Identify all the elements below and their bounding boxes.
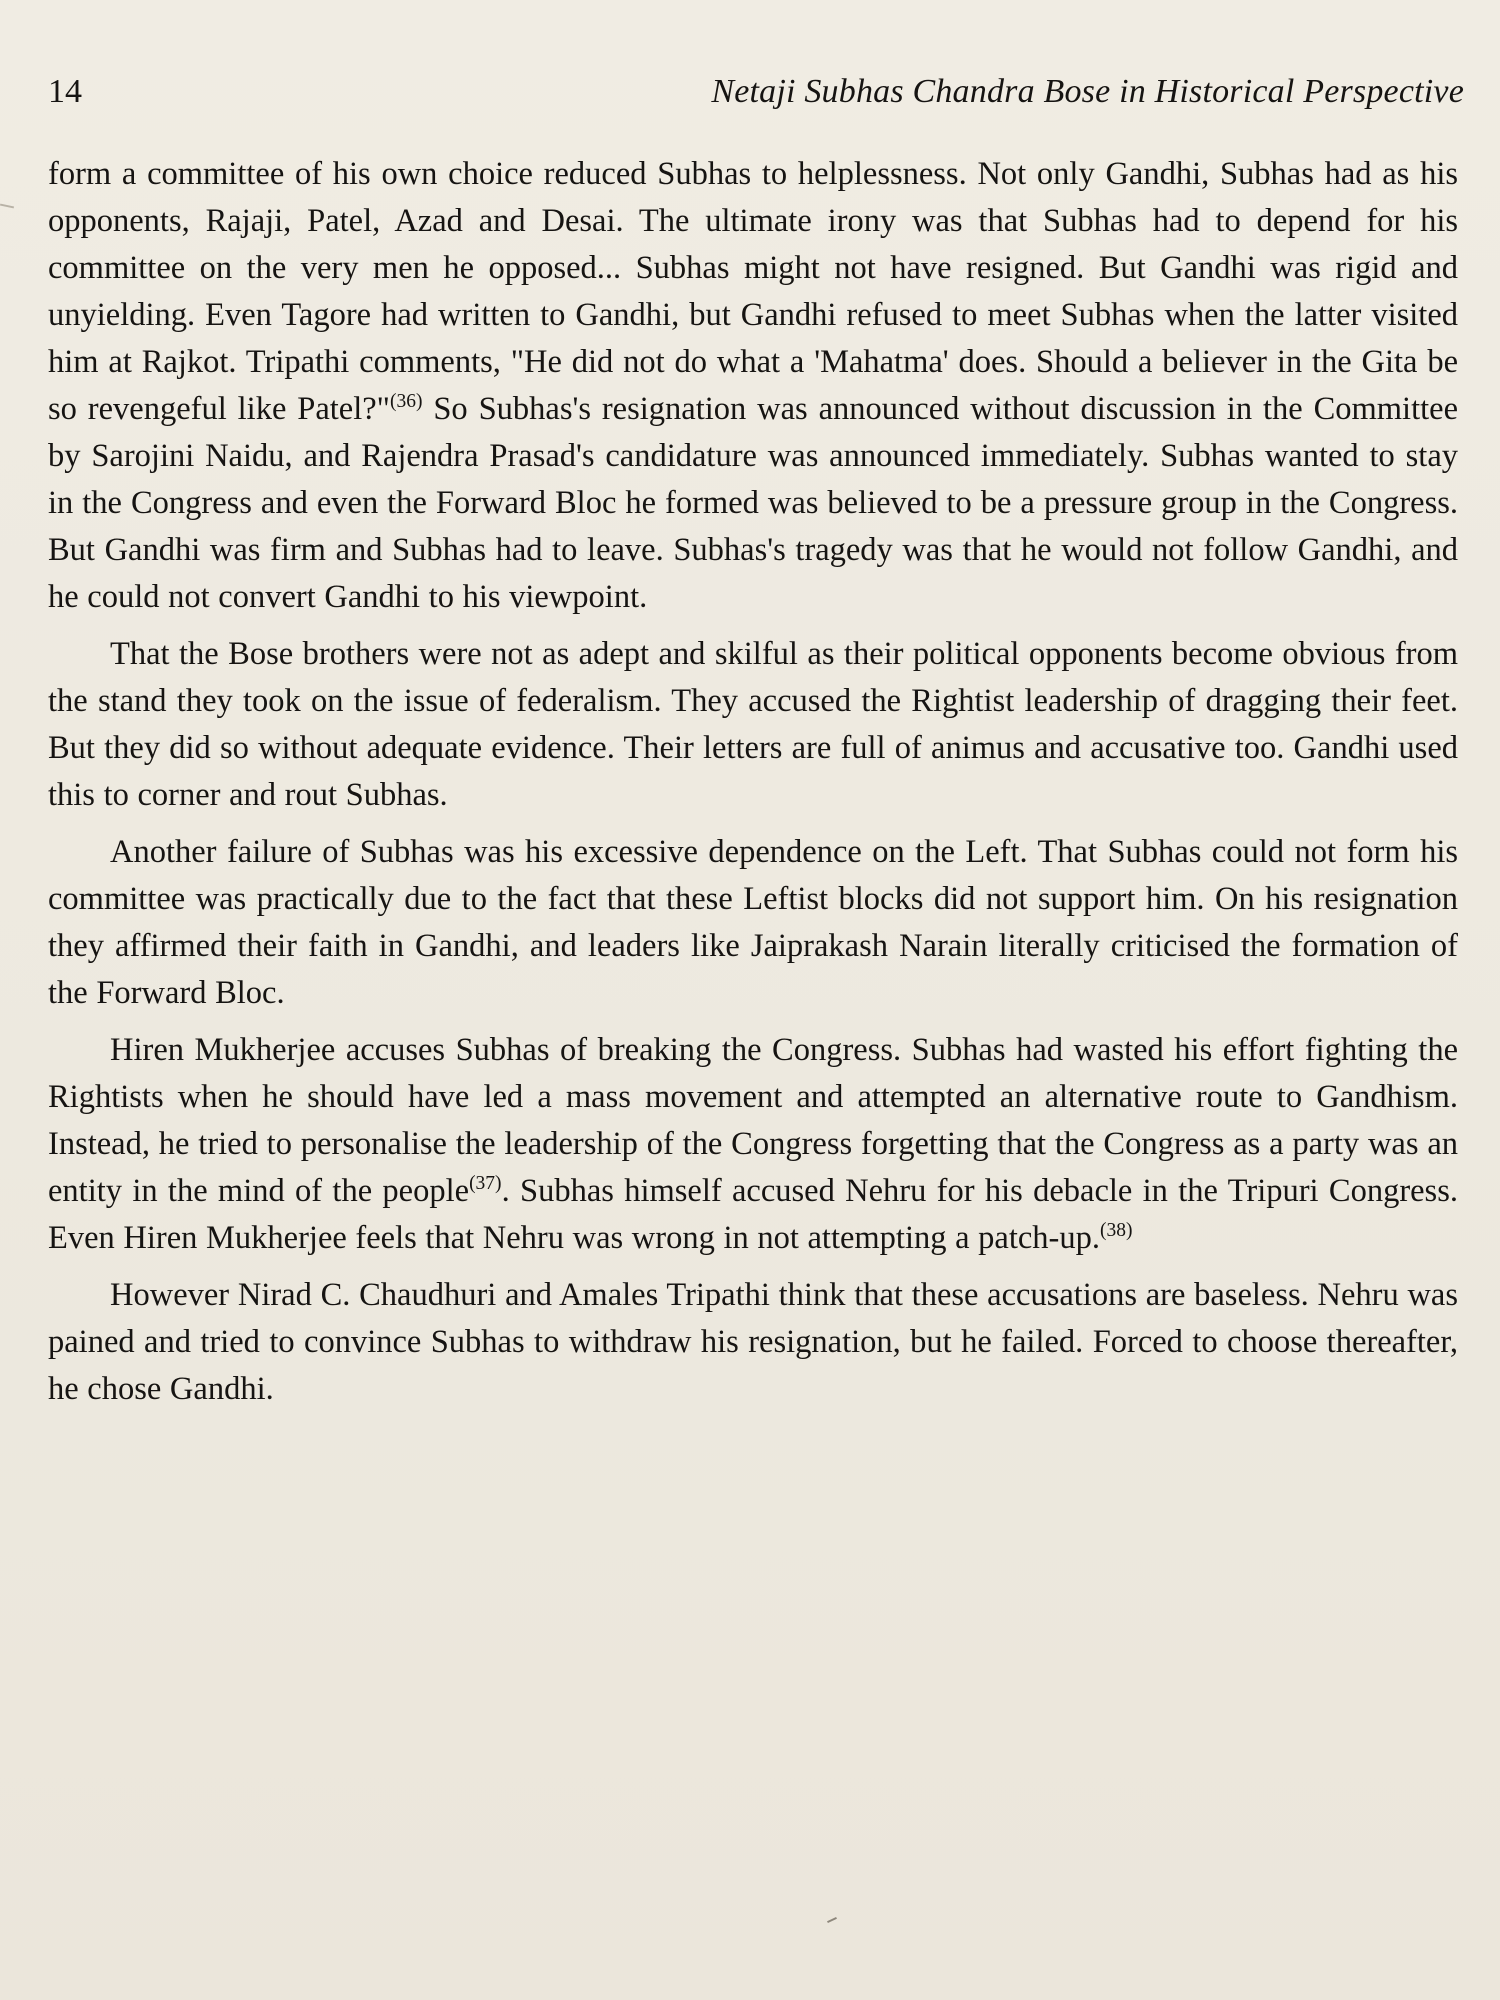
paragraph-2-text: That the Bose brothers were not as adept and skilful as their political opponents become obvious from the stand they took on the issue of federalism. They accused the Rightist leadership of dragging their feet. But they did so without adequate evidence. Their letters are full of animus and accusative too. Gandhi used this to corner and rout Subhas. — [48, 636, 1458, 813]
paragraph-3-text: Another failure of Subhas was his excessive dependence on the Left. That Subhas could not form his committee was practically due to the fact that these Leftist blocks did not support him. On his resignation they affirmed their faith in Gandhi, and leaders like Jaiprakash Narain literally criticised the formation of the Forward Bloc. — [48, 834, 1458, 1011]
footnote-ref-38: (38) — [1100, 1220, 1133, 1242]
paragraph-4-text-a: Hiren Mukherjee accuses Subhas of breaking the Congress. Subhas had wasted his effort fighting the Rightists when he should have led a mass movement and attempted an alternative route to Gandhism. Instead, he tried to personalise the leadership of the Congress forgetting that the Congress as a party was an entity in the mind of the people — [48, 1032, 1458, 1209]
paragraph-4-text-b: . Subhas himself accused Nehru for his debacle in the Tripuri Congress. Even Hiren Mukherjee feels that Nehru was wrong in not attempting a patch-up. — [48, 1173, 1458, 1256]
paragraph-5-text: However Nirad C. Chaudhuri and Amales Tripathi think that these accusations are baseless. Nehru was pained and tried to convince Subhas to withdraw his resignation, but he failed. Forced to choose thereafter, he chose Gandhi. — [48, 1277, 1458, 1407]
bottom-mark — [827, 1917, 837, 1923]
footnote-ref-37: (37) — [469, 1173, 502, 1195]
margin-mark — [0, 204, 14, 209]
paragraph-1 — [48, 151, 1458, 621]
page-number: 14 — [48, 73, 82, 110]
paragraph-5 — [48, 1272, 1458, 1413]
footnote-ref-36: (36) — [389, 391, 423, 413]
paragraph-1-text-b: So Subhas's resignation was announced without discussion in the Committee by Sarojini Naidu, and Rajendra Prasad's candidature was announced immediately. Subhas wanted to stay in the Congress and even the Forward Bloc he formed was believed to be a pressure group in the Congress. But Gandhi was firm and Subhas had to leave. Subhas's tragedy was that he would not follow Gandhi, and he could not convert Gandhi to his viewpoint. — [48, 391, 1458, 615]
page-header — [48, 68, 1464, 116]
paragraph-1-text-a: form a committee of his own choice reduced Subhas to helplessness. Not only Gandhi, Subhas had as his opponents, Rajaji, Patel, Azad and Desai. The ultimate irony was that Subhas had to depend for his committee on the very men he opposed... Subhas might not have resigned. But Gandhi was rigid and unyielding. Even Tagore had written to Gandhi, but Gandhi refused to meet Subhas when the latter visited him at Rajkot. Tripathi comments, "He did not do what a 'Mahatma' does. Should a believer in the Gita be so revengeful like Patel?" — [48, 156, 1458, 427]
paragraph-3 — [48, 829, 1458, 1017]
paragraph-4 — [48, 1027, 1458, 1262]
body-text — [48, 151, 1458, 1423]
paragraph-2 — [48, 631, 1458, 819]
running-title: Netaji Subhas Chandra Bose in Historical Perspective — [711, 73, 1464, 110]
